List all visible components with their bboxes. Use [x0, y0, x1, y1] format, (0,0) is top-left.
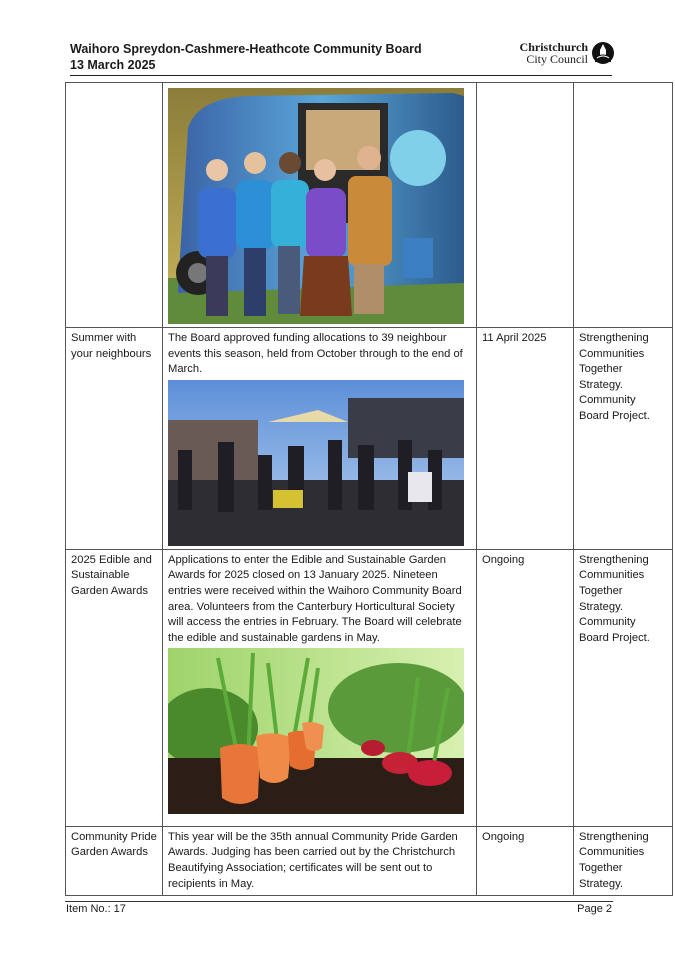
table-row [66, 83, 673, 328]
topic-cell: Summer with your neighbours [66, 328, 163, 550]
neighbour-event-photo [168, 380, 464, 546]
description-cell [163, 328, 477, 550]
header-divider [70, 75, 612, 76]
meeting-date: 13 March 2025 [70, 58, 156, 72]
table-row [66, 549, 673, 826]
alignment-cell: Strengthening Communities Together Strategy. [574, 826, 673, 895]
table-row [66, 328, 673, 550]
description-text: The Board approved funding allocations to 39 neighbour events this season, held from October through to the end of March. [168, 332, 463, 376]
date-cell: 11 April 2025 [477, 328, 574, 550]
page-number: Page 2 [577, 903, 612, 915]
date-cell: Ongoing [477, 549, 574, 826]
topic-cell [66, 83, 163, 328]
topic-cell: 2025 Edible and Sustainable Garden Awards [66, 549, 163, 826]
logo-text-line1: Christchurch [519, 40, 588, 54]
topic-cell: Community Pride Garden Awards [66, 826, 163, 895]
alignment-cell: Strengthening Communities Together Strategy. Community Board Project. [574, 328, 673, 550]
description-cell [163, 549, 477, 826]
description-text: Applications to enter the Edible and Sustainable Garden Awards for 2025 closed on 13 January 2025. Nineteen entries were received within the Waihoro Community Board area. Volunteers from the Canterbury Horticultural Society will access the entries in February. The Board will celebrate the edible and sustainable gardens in May. [168, 553, 462, 644]
cathedral-logo-icon [591, 41, 615, 65]
description-cell [163, 83, 477, 328]
logo-text-line2: City Council [526, 52, 588, 66]
council-logo [520, 41, 615, 65]
table-row [66, 826, 673, 895]
alignment-cell: Strengthening Communities Together Strategy. Community Board Project. [574, 549, 673, 826]
carrots-radishes-photo [168, 648, 464, 814]
alignment-cell [574, 83, 673, 328]
report-table [65, 82, 673, 896]
description-cell: This year will be the 35th annual Community Pride Garden Awards. Judging has been carried out by the Christchurch Beautifying Association; certificates will be sent out to recipients in May. [163, 826, 477, 895]
date-cell [477, 83, 574, 328]
footer-divider [65, 901, 613, 902]
page-header [70, 41, 615, 73]
date-cell: Ongoing [477, 826, 574, 895]
board-title: Waihoro Spreydon-Cashmere-Heathcote Community Board [70, 42, 422, 56]
bus-volunteers-photo [168, 88, 464, 324]
item-number: Item No.: 17 [66, 903, 126, 915]
